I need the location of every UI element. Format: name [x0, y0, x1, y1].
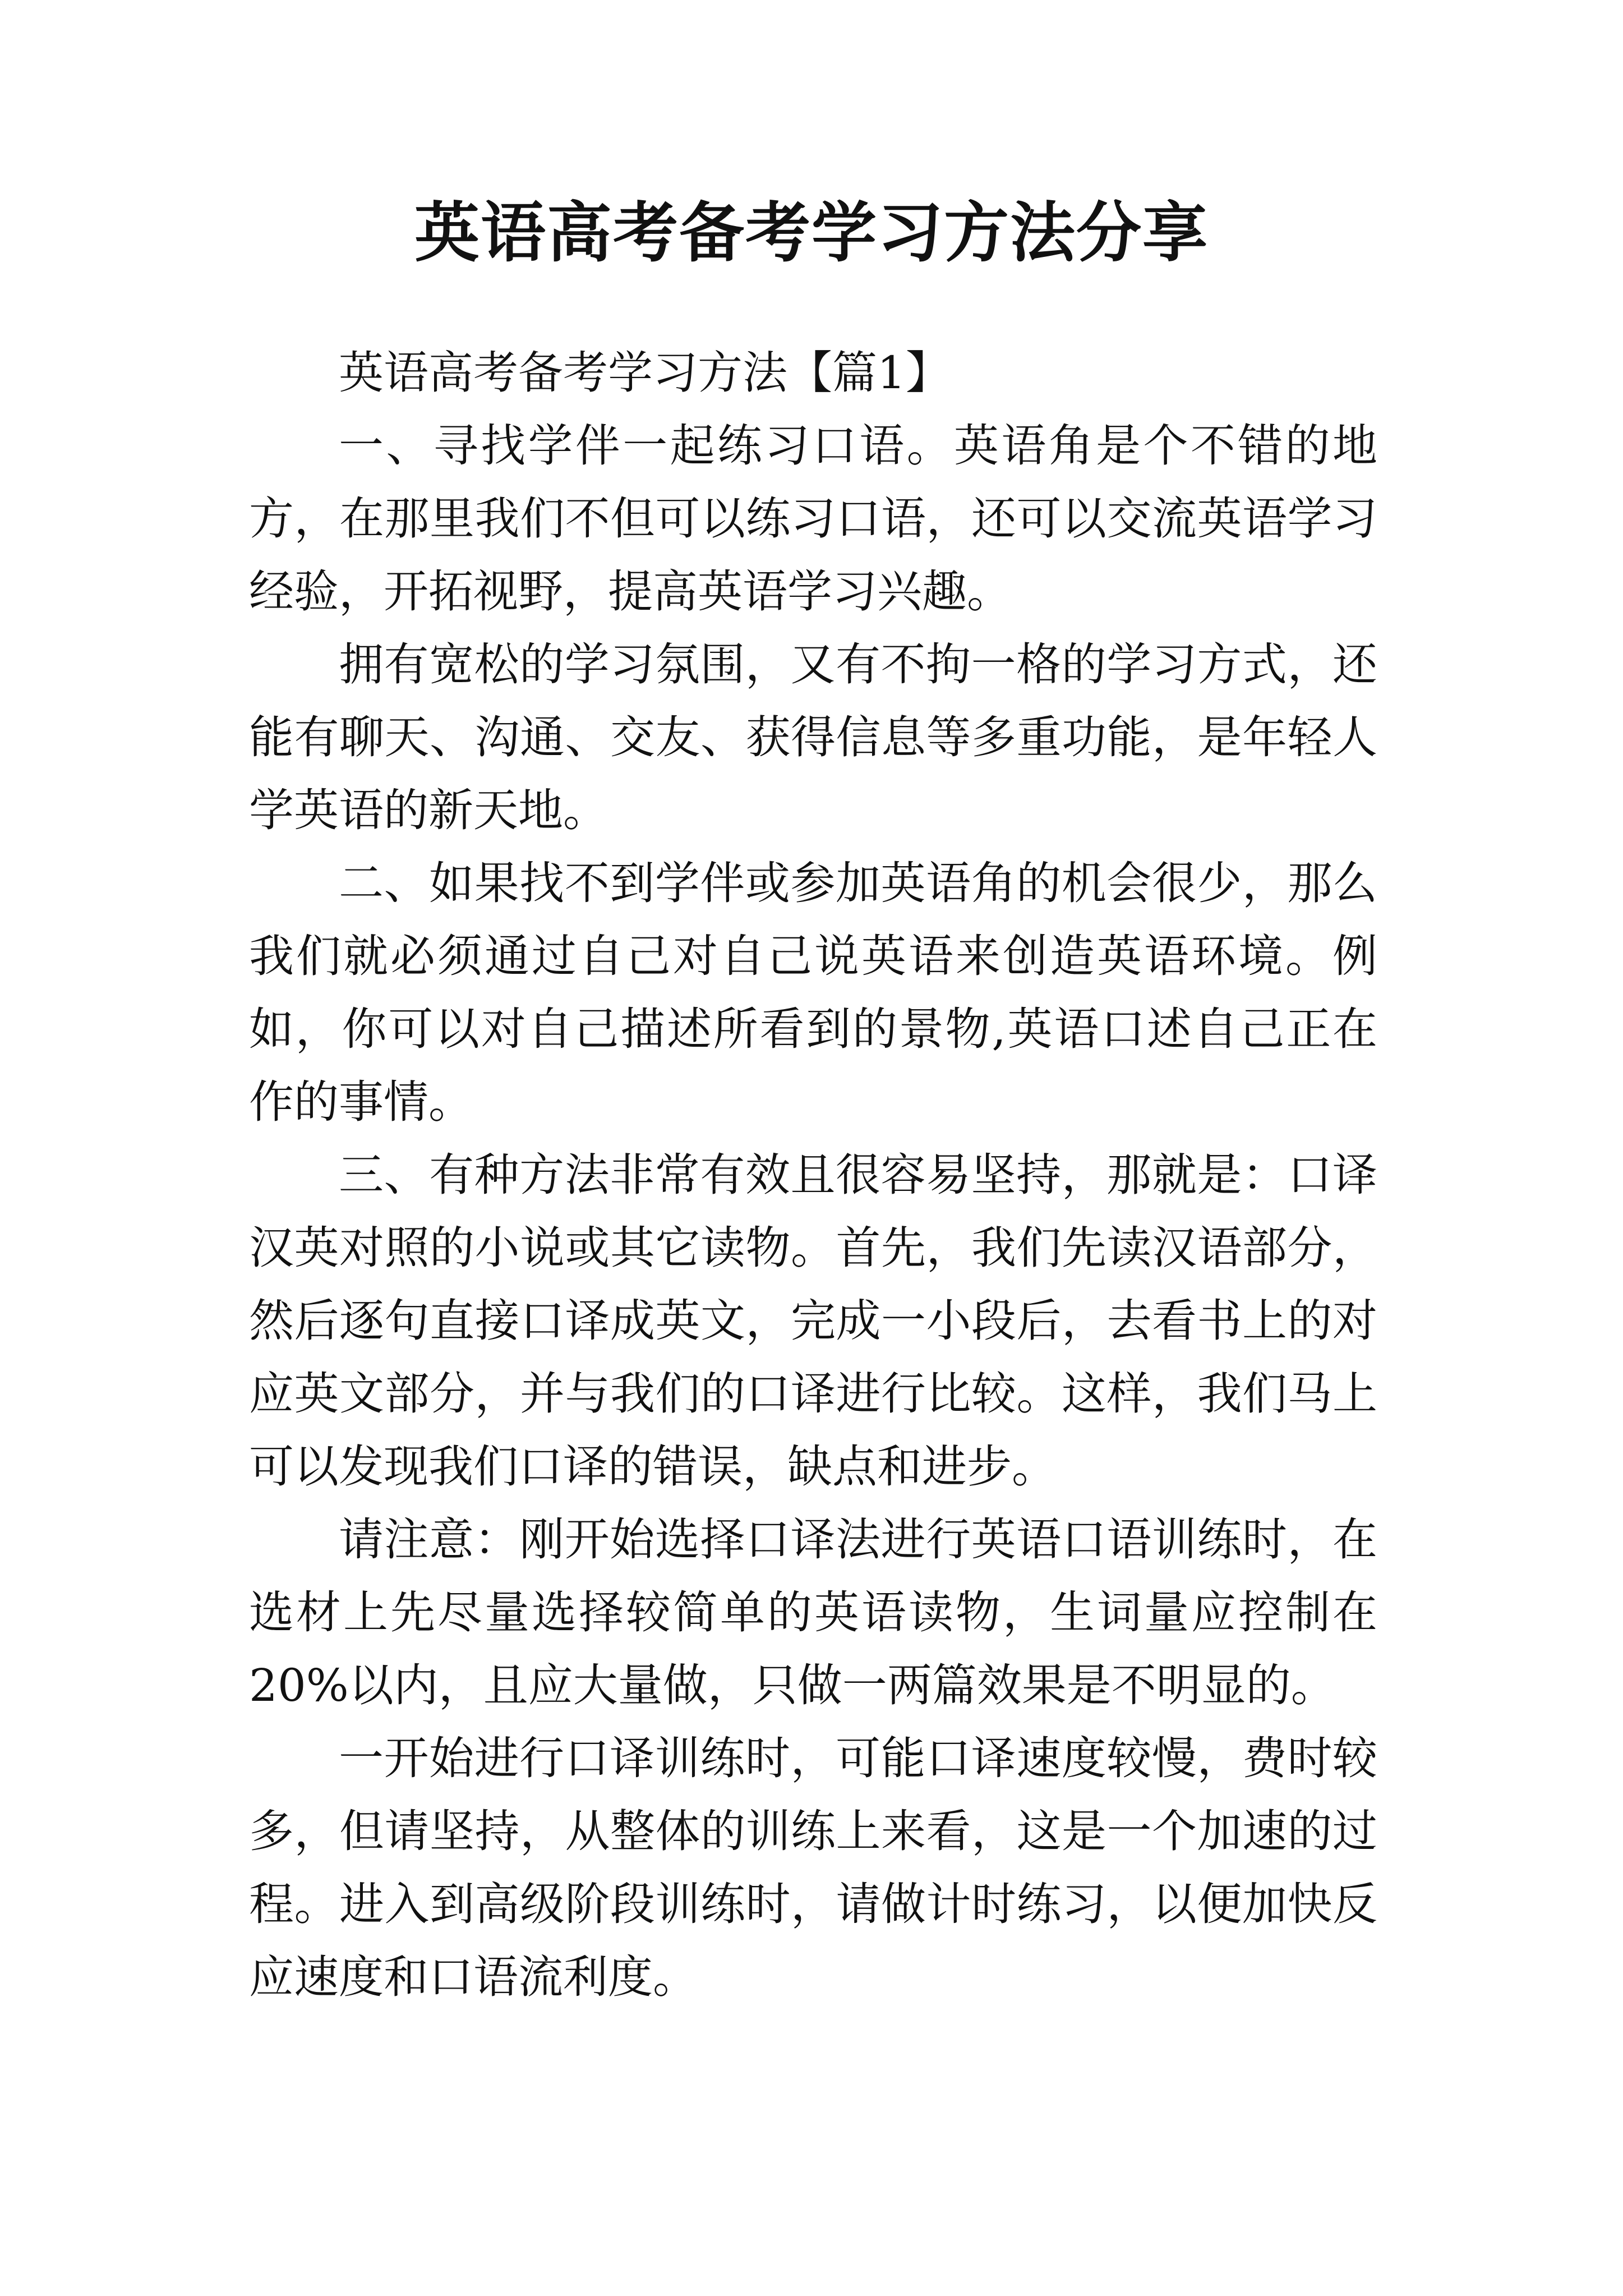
paragraph: 拥有宽松的学习氛围，又有不拘一格的学习方式，还能有聊天、沟通、交友、获得信息等多重功能，是年轻人学英语的新天地。 [249, 638, 1377, 836]
paragraph-section-heading: 英语高考备考学习方法【篇1】 [339, 347, 951, 399]
document-title: 英语高考备考学习方法分享 [414, 195, 1209, 271]
paragraph: 二、如果找不到学伴或参加英语角的机会很少，那么我们就必须通过自己对自己说英语来创造英语环境。例如，你可以对自己描述所看到的景物,英语口述自己正在作的事情。 [249, 857, 1377, 1128]
document-body [249, 337, 1377, 2014]
paragraph: 请注意：刚开始选择口译法进行英语口语训练时，在选材上先尽量选择较简单的英语读物，生词量应控制在20%以内，且应大量做，只做一两篇效果是不明显的。 [249, 1513, 1377, 1711]
paragraph: 一开始进行口译训练时，可能口译速度较慢，费时较多，但请坚持，从整体的训练上来看，这是一个加速的过程。进入到高级阶段训练时，请做计时练习，以便加快反应速度和口语流利度。 [249, 1732, 1377, 2003]
paragraph: 一、寻找学伴一起练习口语。英语角是个不错的地方，在那里我们不但可以练习口语，还可以交流英语学习经验，开拓视野，提高英语学习兴趣。 [249, 420, 1377, 618]
paragraph: 三、有种方法非常有效且很容易坚持，那就是：口译汉英对照的小说或其它读物。首先，我们先读汉语部分，然后逐句直接口译成英文，完成一小段后，去看书上的对应英文部分，并与我们的口译进行比较。这样，我们马上可以发现我们口译的错误，缺点和进步。 [249, 1149, 1377, 1493]
